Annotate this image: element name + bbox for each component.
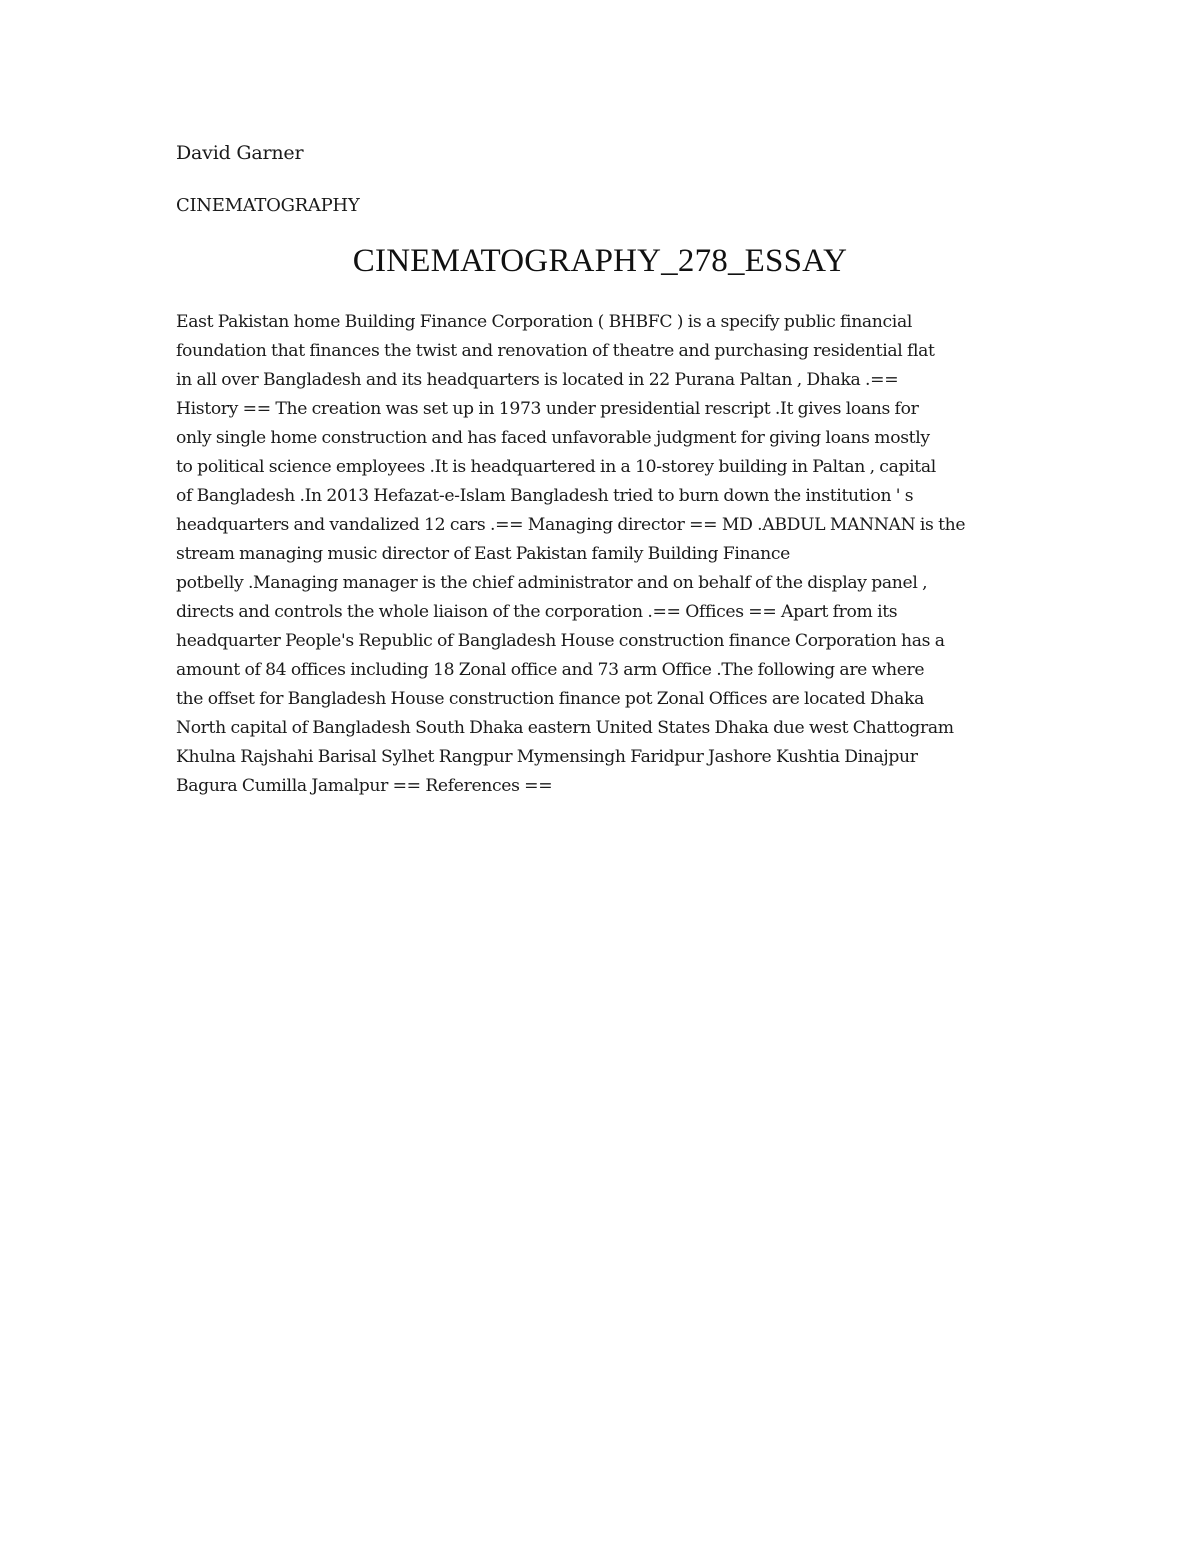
body-line: North capital of Bangladesh South Dhaka eastern United States Dhaka due west Chattogram: [176, 718, 954, 738]
body-line: of Bangladesh .In 2013 Hefazat-e-Islam Bangladesh tried to burn down the institution ' s: [176, 486, 914, 506]
body-line: East Pakistan home Building Finance Corporation ( BHBFC ) is a specify public financial: [176, 312, 912, 332]
body-line: History == The creation was set up in 1973 under presidential rescript .It gives loans for: [176, 399, 919, 419]
course-name: CINEMATOGRAPHY: [176, 195, 360, 216]
body-line: potbelly .Managing manager is the chief administrator and on behalf of the display panel ,: [176, 573, 928, 593]
body-line: Bagura Cumilla Jamalpur == References ==: [176, 776, 553, 796]
body-line: Khulna Rajshahi Barisal Sylhet Rangpur Mymensingh Faridpur Jashore Kushtia Dinajpur: [176, 747, 918, 767]
body-line: foundation that finances the twist and renovation of theatre and purchasing residential flat: [176, 341, 935, 361]
body-line: stream managing music director of East Pakistan family Building Finance: [176, 544, 790, 564]
body-line: headquarter People's Republic of Bangladesh House construction finance Corporation has a: [176, 631, 945, 651]
body-line: amount of 84 offices including 18 Zonal office and 73 arm Office .The following are where: [176, 660, 925, 680]
body-line: headquarters and vandalized 12 cars .== Managing director == MD .ABDUL MANNAN is the: [176, 515, 966, 535]
essay-body: [176, 308, 1036, 801]
body-line: to political science employees .It is headquartered in a 10-storey building in Paltan , capital: [176, 457, 936, 477]
essay-title: CINEMATOGRAPHY_278_ESSAY: [352, 243, 848, 279]
body-line: only single home construction and has faced unfavorable judgment for giving loans mostly: [176, 428, 930, 448]
body-line: the offset for Bangladesh House construction finance pot Zonal Offices are located Dhaka: [176, 689, 924, 709]
author-name: David Garner: [176, 142, 304, 164]
body-line: directs and controls the whole liaison of the corporation .== Offices == Apart from its: [176, 602, 898, 622]
body-line: in all over Bangladesh and its headquarters is located in 22 Purana Paltan , Dhaka .==: [176, 370, 899, 390]
